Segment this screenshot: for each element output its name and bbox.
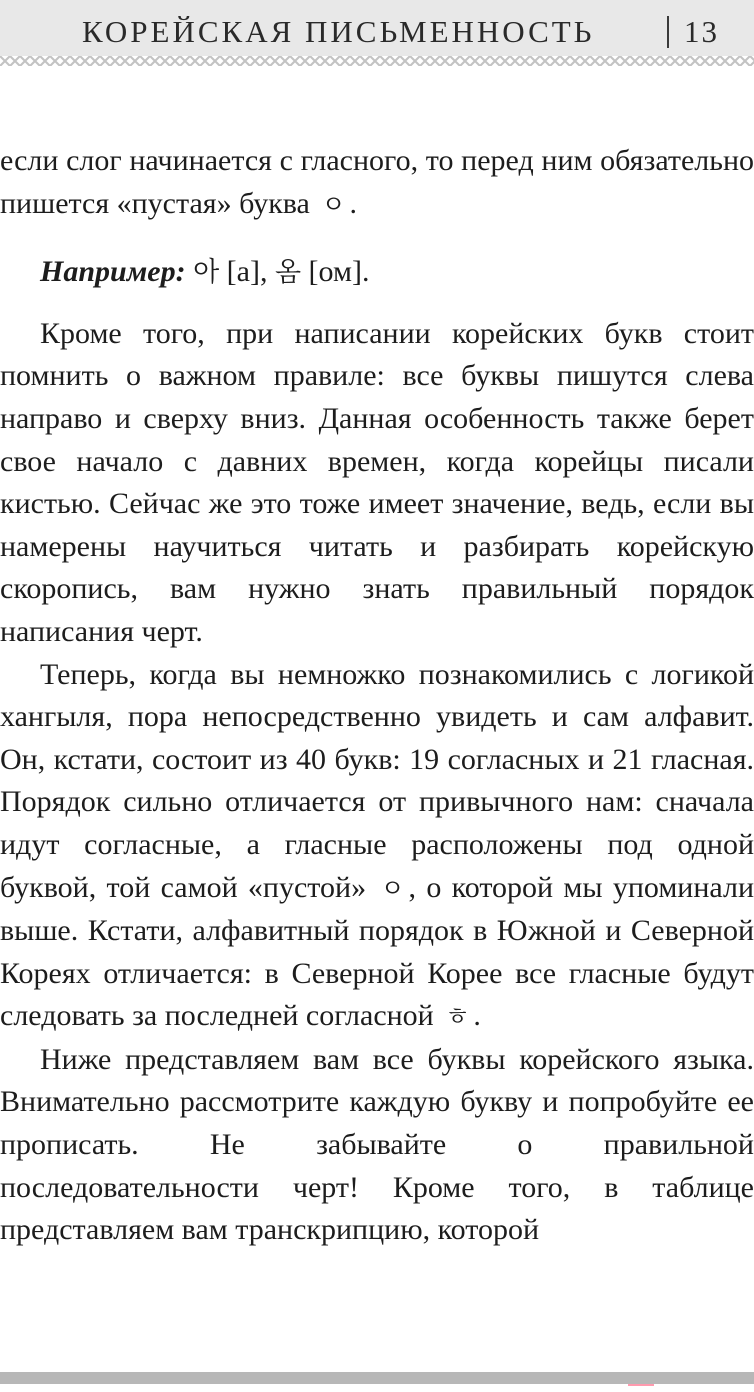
page-header [0, 0, 754, 56]
decorative-header-border [0, 56, 754, 66]
hangul-letter-ieung: ㅇ [380, 873, 405, 903]
footer-mark [628, 1384, 654, 1386]
hangul-letter-ieung: ㅇ [321, 189, 346, 219]
page-text [0, 140, 754, 1252]
page-number: 13 [684, 14, 719, 49]
korean-word-a: 아 [193, 257, 220, 289]
example-label: Например: [40, 255, 186, 289]
transcription-om: [ом] [308, 255, 362, 289]
korean-word-om: 옴 [274, 257, 302, 289]
paragraph-vowel-start: если слог начинается с гласного, то перед ним обязательно пишется «пустая» буква ㅇ . [0, 144, 754, 220]
paragraph-alphabet: Теперь, когда вы немножко познакомились с логикой хангыля, пора непосредственно увидеть и сам алфавит. Он, кстати, состоит из 40 букв: 19 согласных и 21 гласная. Порядок сильно отличается от привычного нам: сначала идут согласные, а гласные расположены под одной буквой, той самой «пустой» ㅇ , о которой мы упоминали выше. Кстати, алфавитный порядок в Южной и Северной Кореях отличается: в Северной Корее все гласные будут следовать за последней согласной ㅎ . [0, 657, 754, 1033]
transcription-a: [а] [226, 255, 260, 289]
paragraph-writing-order: Кроме того, при написании корейских букв стоит помнить о важном правиле: все буквы пишутся слева направо и сверху вниз. Данная особенность также берет свое начало с давних времен, когда корейцы писали кистью. Сейчас же это тоже имеет значение, ведь, если вы намерены научиться читать и разбирать корейскую скоропись, вам нужно знать правильный порядок написания черт. [0, 316, 754, 648]
page-footer-bar [0, 1372, 754, 1384]
paragraph-table-intro: Ниже представляем вам все буквы корейского языка. Внимательно рассмотрите каждую букву и попробуйте ее прописать. Не забывайте о правильной последовательности черт! Кроме того, в таблице представляем вам транскрипцию, которой [0, 1042, 754, 1247]
example-line: Например: 아 [а], 옴 [ом]. [40, 255, 370, 289]
header-divider [667, 16, 669, 48]
running-title: КОРЕЙСКАЯ ПИСЬМЕННОСТЬ [82, 14, 595, 49]
hangul-letter-hieut: ㅎ [445, 1002, 470, 1032]
